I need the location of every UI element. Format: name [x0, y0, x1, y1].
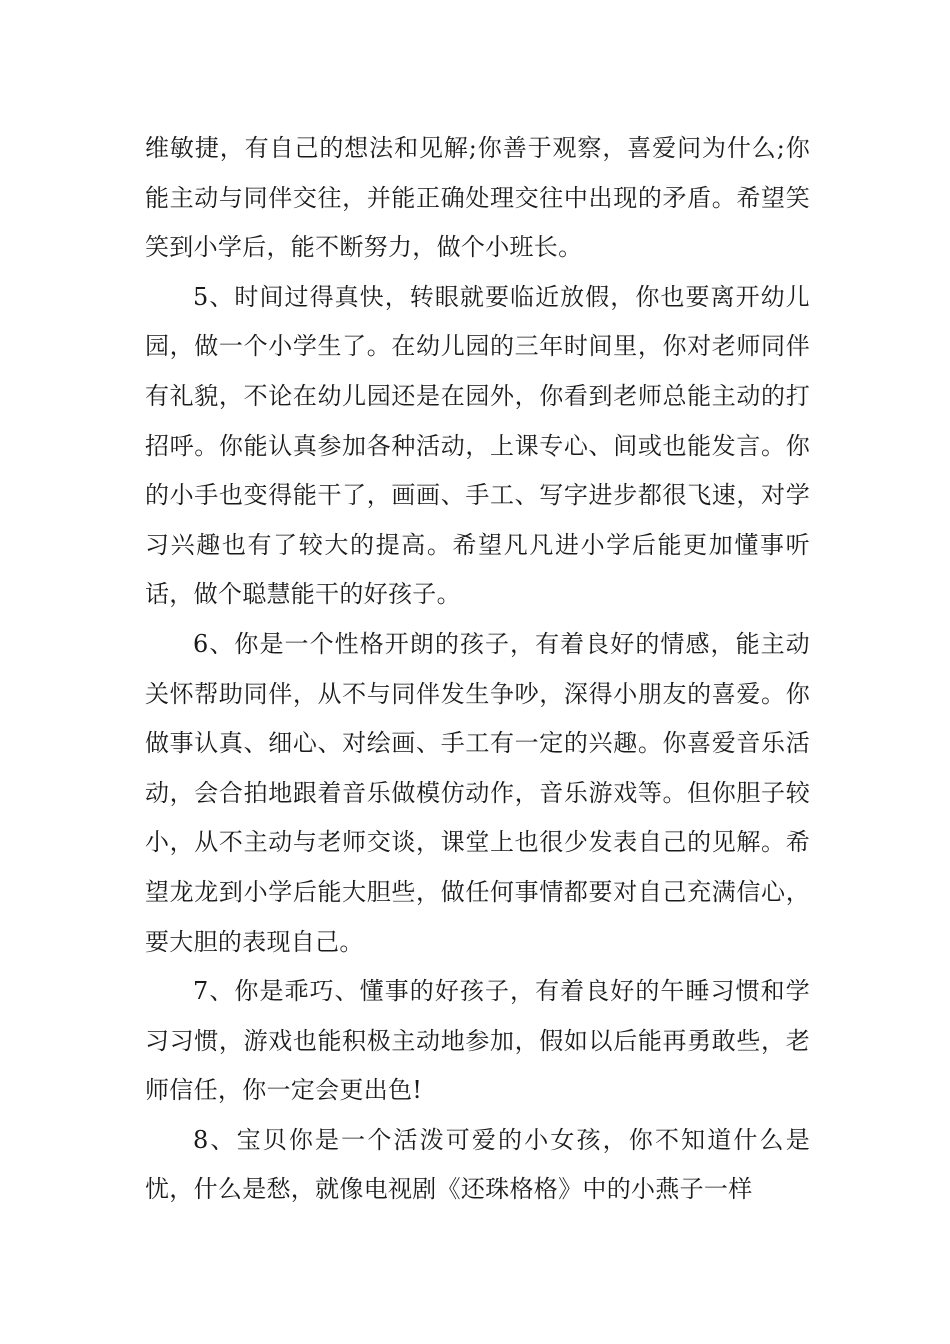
- paragraph-item-7: 7、你是乖巧、懂事的好孩子，有着良好的午睡习惯和学习习惯，游戏也能积极主动地参加，假如以后能再勇敢些，老师信任，你一定会更出色!: [145, 977, 810, 1105]
- paragraph-item-6: 6、你是一个性格开朗的孩子，有着良好的情感，能主动关怀帮助同伴，从不与同伴发生争吵，深得小朋友的喜爱。你做事认真、细心、对绘画、手工有一定的兴趣。你喜爱音乐活动，会合拍地跟着音乐做模仿动作，音乐游戏等。但你胆子较小，从不主动与老师交谈，课堂上也很少发表自己的见解。希望龙龙到小学后能大胆些，做任何事情都要对自己充满信心，要大胆的表现自己。: [145, 629, 810, 956]
- paragraph-item-5: 5、时间过得真快，转眼就要临近放假，你也要离开幼儿园，做一个小学生了。在幼儿园的三年时间里，你对老师同伴有礼貌，不论在幼儿园还是在园外，你看到老师总能主动的打招呼。你能认真参加各种活动，上课专心、间或也能发言。你的小手也变得能干了，画画、手工、写字进步都很飞速，对学习兴趣也有了较大的提高。希望凡凡进小学后能更加懂事听话，做个聪慧能干的好孩子。: [145, 282, 810, 609]
- paragraph-continuation: 维敏捷，有自己的想法和见解;你善于观察，喜爱问为什么;你能主动与同伴交往，并能正确处理交往中出现的矛盾。希望笑笑到小学后，能不断努力，做个小班长。: [145, 134, 810, 262]
- document-body: [145, 124, 810, 1215]
- paragraph-item-8: 8、宝贝你是一个活泼可爱的小女孩，你不知道什么是忧，什么是愁，就像电视剧《还珠格格》中的小燕子一样: [145, 1125, 810, 1204]
